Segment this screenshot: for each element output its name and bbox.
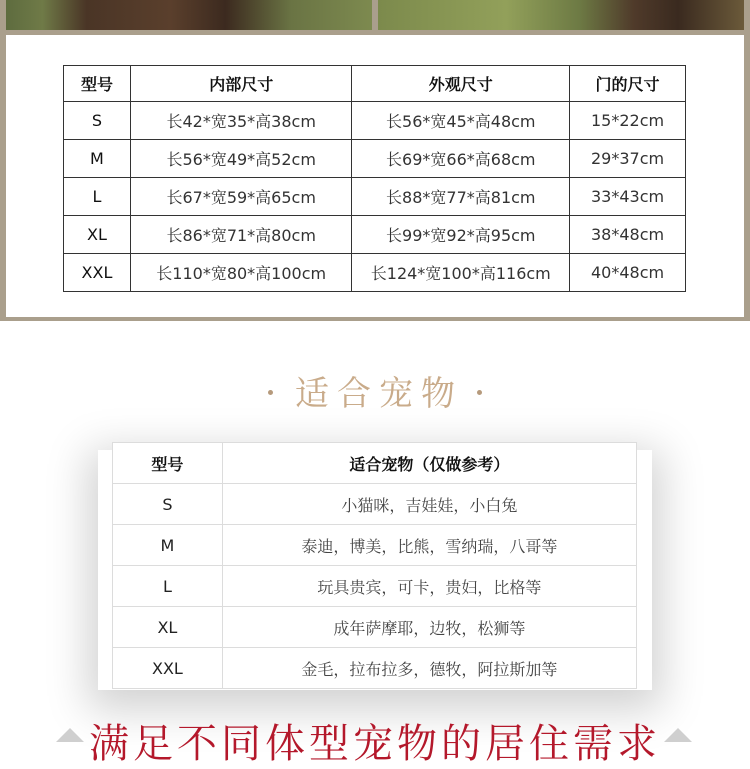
table-row	[64, 216, 686, 254]
model-cell: M	[64, 140, 131, 178]
header-model: 型号	[64, 66, 131, 102]
door-size-cell: 38*48cm	[570, 216, 686, 254]
decorative-dot-icon	[268, 390, 273, 395]
table-row	[113, 607, 637, 648]
decorative-dot-icon	[477, 390, 482, 395]
bottom-heading: 满足不同体型宠物的居住需求	[89, 721, 661, 767]
pets-cell: 小猫咪，吉娃娃，小白兔	[222, 484, 636, 525]
product-photo-right	[378, 0, 744, 30]
size-table-panel	[6, 35, 744, 317]
door-size-cell: 33*43cm	[570, 178, 686, 216]
size-table-frame	[0, 30, 750, 321]
door-size-cell: 15*22cm	[570, 102, 686, 140]
table-row	[113, 525, 637, 566]
pet-table-header-row	[113, 443, 637, 484]
header-outer-size: 外观尺寸	[352, 66, 570, 102]
header-suitable-pets: 适合宠物（仅做参考）	[222, 443, 636, 484]
door-size-cell: 29*37cm	[570, 140, 686, 178]
outer-size-cell: 长124*宽100*高116cm	[352, 254, 570, 292]
table-row	[64, 178, 686, 216]
table-row	[64, 102, 686, 140]
section-title	[0, 366, 750, 415]
model-cell: L	[113, 566, 223, 607]
door-size-cell: 40*48cm	[570, 254, 686, 292]
outer-size-cell: 长69*宽66*高68cm	[352, 140, 570, 178]
header-door-size: 门的尺寸	[570, 66, 686, 102]
header-inner-size: 内部尺寸	[130, 66, 352, 102]
table-row	[113, 484, 637, 525]
pets-cell: 玩具贵宾，可卡，贵妇，比格等	[222, 566, 636, 607]
model-cell: L	[64, 178, 131, 216]
outer-size-cell: 长88*宽77*高81cm	[352, 178, 570, 216]
model-cell: M	[113, 525, 223, 566]
table-row	[113, 648, 637, 689]
table-row	[113, 566, 637, 607]
pet-table	[112, 442, 637, 689]
pets-cell: 成年萨摩耶，边牧，松狮等	[222, 607, 636, 648]
outer-size-cell: 长99*宽92*高95cm	[352, 216, 570, 254]
product-photo-left	[6, 0, 372, 30]
pets-cell: 金毛，拉布拉多，德牧，阿拉斯加等	[222, 648, 636, 689]
model-cell: XL	[64, 216, 131, 254]
product-photo-strip	[0, 0, 750, 32]
inner-size-cell: 长86*宽71*高80cm	[130, 216, 352, 254]
model-cell: XXL	[64, 254, 131, 292]
inner-size-cell: 长42*宽35*高38cm	[130, 102, 352, 140]
size-table	[63, 65, 686, 292]
model-cell: S	[113, 484, 223, 525]
pets-cell: 泰迪，博美，比熊，雪纳瑞，八哥等	[222, 525, 636, 566]
size-table-header-row	[64, 66, 686, 102]
inner-size-cell: 长67*宽59*高65cm	[130, 178, 352, 216]
header-model: 型号	[113, 443, 223, 484]
model-cell: XL	[113, 607, 223, 648]
outer-size-cell: 长56*宽45*高48cm	[352, 102, 570, 140]
table-row	[64, 140, 686, 178]
model-cell: XXL	[113, 648, 223, 689]
inner-size-cell: 长110*宽80*高100cm	[130, 254, 352, 292]
section-title-text: 适合宠物	[295, 374, 463, 414]
table-row	[64, 254, 686, 292]
inner-size-cell: 长56*宽49*高52cm	[130, 140, 352, 178]
model-cell: S	[64, 102, 131, 140]
